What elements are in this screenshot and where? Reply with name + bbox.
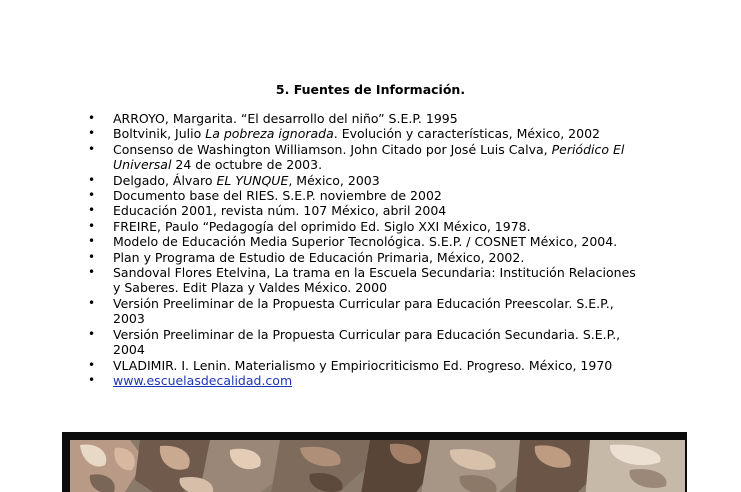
reference-list: [87, 111, 647, 388]
reference-item: [87, 126, 647, 141]
reference-item: [87, 188, 647, 203]
reference-text: Documento base del RIES. S.E.P. noviembre de 2002: [113, 188, 442, 204]
reference-item: [87, 373, 647, 388]
reference-item: [87, 296, 647, 327]
reference-title-italic: La pobreza ignorada: [205, 126, 334, 142]
bullet-icon: •: [88, 126, 96, 141]
bullet-icon: •: [88, 218, 96, 233]
reference-text: Boltvinik, Julio: [113, 126, 206, 142]
reference-text: Versión Preeliminar de la Propuesta Curricular para Educación Secundaria. S.E.P., 2004: [113, 326, 621, 358]
reference-text: VLADIMIR. I. Lenin. Materialismo y Empiriocriticismo Ed. Progreso. México, 1970: [113, 357, 613, 373]
bullet-icon: •: [88, 357, 96, 372]
reference-text: Sandoval Flores Etelvina, La trama en la Escuela Secundaria: Institución Relaciones y Saberes. Edit Plaza y Valdes México. 2000: [113, 265, 636, 296]
website-link[interactable]: www.escuelasdecalidad.com: [113, 372, 293, 388]
reference-text: 24 de octubre de 2003.: [171, 157, 323, 173]
reference-text: Delgado, Álvaro: [113, 172, 217, 188]
reference-item: [87, 358, 647, 373]
reference-item: [87, 327, 647, 358]
reference-item: [87, 203, 647, 218]
reference-text: FREIRE, Paulo “Pedagogía del oprimido Ed. Siglo XXI México, 1978.: [113, 218, 531, 234]
bullet-icon: •: [88, 265, 96, 280]
reference-item: [87, 265, 647, 296]
bullet-icon: •: [88, 188, 96, 203]
mural-image: [62, 432, 687, 492]
reference-text: Educación 2001, revista núm. 107 México, abril 2004: [113, 203, 447, 219]
reference-text: ARROYO, Margarita. “El desarrollo del niño” S.E.P. 1995: [113, 111, 458, 126]
bullet-icon: •: [88, 234, 96, 249]
bullet-icon: •: [88, 172, 96, 187]
reference-text: Plan y Programa de Estudio de Educación Primaria, México, 2002.: [113, 249, 525, 265]
bullet-icon: •: [88, 203, 96, 218]
reference-item: [87, 234, 647, 249]
mural-artwork: [70, 440, 685, 492]
bullet-icon: •: [88, 249, 96, 264]
reference-text: . Evolución y características, México, 2002: [333, 126, 600, 142]
reference-title-italic: EL YUNQUE: [216, 172, 289, 188]
bullet-icon: •: [88, 372, 96, 387]
reference-text: Versión Preeliminar de la Propuesta Curricular para Educación Preescolar. S.E.P., 2003: [113, 295, 614, 327]
reference-item: [87, 219, 647, 234]
bullet-icon: •: [88, 141, 96, 156]
bullet-icon: •: [88, 111, 96, 125]
reference-text: Consenso de Washington Williamson. John Citado por José Luis Calva,: [113, 141, 552, 157]
reference-item: [87, 142, 647, 173]
bullet-icon: •: [88, 326, 96, 341]
mural-painting: [70, 440, 685, 492]
reference-item: [87, 250, 647, 265]
bullet-icon: •: [88, 295, 96, 310]
section-heading: 5. Fuentes de Información.: [275, 82, 466, 97]
reference-item: [87, 111, 647, 126]
reference-text: , México, 2003: [288, 172, 380, 188]
reference-item: [87, 173, 647, 188]
reference-text: Modelo de Educación Media Superior Tecnológica. S.E.P. / COSNET México, 2004.: [113, 234, 618, 250]
reference-title-italic: Periódico El Universal: [113, 141, 625, 173]
